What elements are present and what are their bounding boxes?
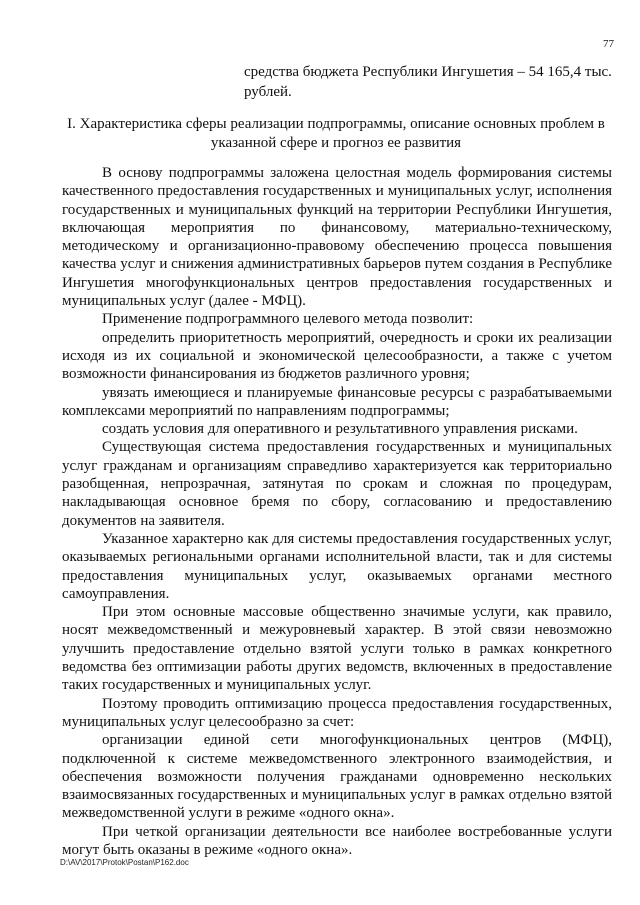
page-number: 77 <box>603 38 614 50</box>
paragraph-interagency: При этом основные массовые общественно значимые услуги, как правило, носят межведомственный и межуровневый характер. В этой связи невозможно улучшить предоставление отдельно взятой услуги только в рамках конкретного ведомства без оптимизации работы других ведомств, включенных в предоставление таких государственных и муниципальных услуг. <box>62 604 612 694</box>
paragraph-risks: создать условия для оперативного и результативного управления рисками. <box>102 421 578 438</box>
paragraph-resources: увязать имеющиеся и планируемые финансовые ресурсы с разрабатываемыми комплексами мероприятий по направлениям подпрограммы; <box>62 384 612 419</box>
paragraph-mfc-network: организации единой сети многофункциональных центров (МФЦ), подключенной к системе межведомственного электронного взаимодействия, и обеспечения возможности получения гражданами одновременно нескольких взаимосвязанных государственных и муниципальных услуг в рамках отдельно взятой межведомственной услуги в режиме «одного окна». <box>62 732 612 822</box>
section-title: I. Характеристика сферы реализации подпрограммы, описание основных проблем в указанной сфере и прогноз ее развития <box>67 116 605 151</box>
paragraph-method-intro: Применение подпрограммного целевого метода позволит: <box>102 311 474 328</box>
paragraph-model: В основу подпрограммы заложена целостная модель формирования системы качественного предоставления государственных и муниципальных услуг, исполнения государственных и муниципальных функций на территории Республики Ингушетия, включающая мероприятия по финансовому, материально-техническому, методическому и организационно-правовому обеспечению процесса повышения качества услуг и снижения административных барьеров путем создания в Республике Ингушетия многофункциональных центров предоставления государственных и муниципальных услуг (далее - МФЦ). <box>62 165 612 310</box>
paragraph-priorities: определить приоритетность мероприятий, очередность и сроки их реализации исходя из их социальной и экономической целесообразности, а также с учетом возможности финансирования из бюджетов различного уровня; <box>62 329 612 383</box>
paragraph-existing-system: Существующая система предоставления государственных и муниципальных услуг гражданам и организациям справедливо характеризуется как территориально разобщенная, непрозрачная, затянутая по срокам и сложная по процедурам, накладывающая основное бремя по сбору, согласованию и предоставлению документов на заявителя. <box>62 439 612 529</box>
paragraph-one-window: При четкой организации деятельности все наиболее востребованные услуги могут быть оказаны в режиме «одного окна». <box>62 823 612 858</box>
budget-line: средства бюджета Республики Ингушетия – 54 165,4 тыс. рублей. <box>244 64 612 100</box>
footer-file-path: D:\AV\2017\Protok\Postan\P162.doc <box>60 858 189 867</box>
paragraph-optimization-intro: Поэтому проводить оптимизацию процесса предоставления государственных, муниципальных услуг целесообразно за счет: <box>62 695 612 730</box>
document-body <box>62 164 612 859</box>
paragraph-regional-municipal: Указанное характерно как для системы предоставления государственных услуг, оказываемых региональными органами исполнительной власти, так и для системы предоставления муниципальных услуг, оказываемых органами местного самоуправления. <box>62 530 612 602</box>
